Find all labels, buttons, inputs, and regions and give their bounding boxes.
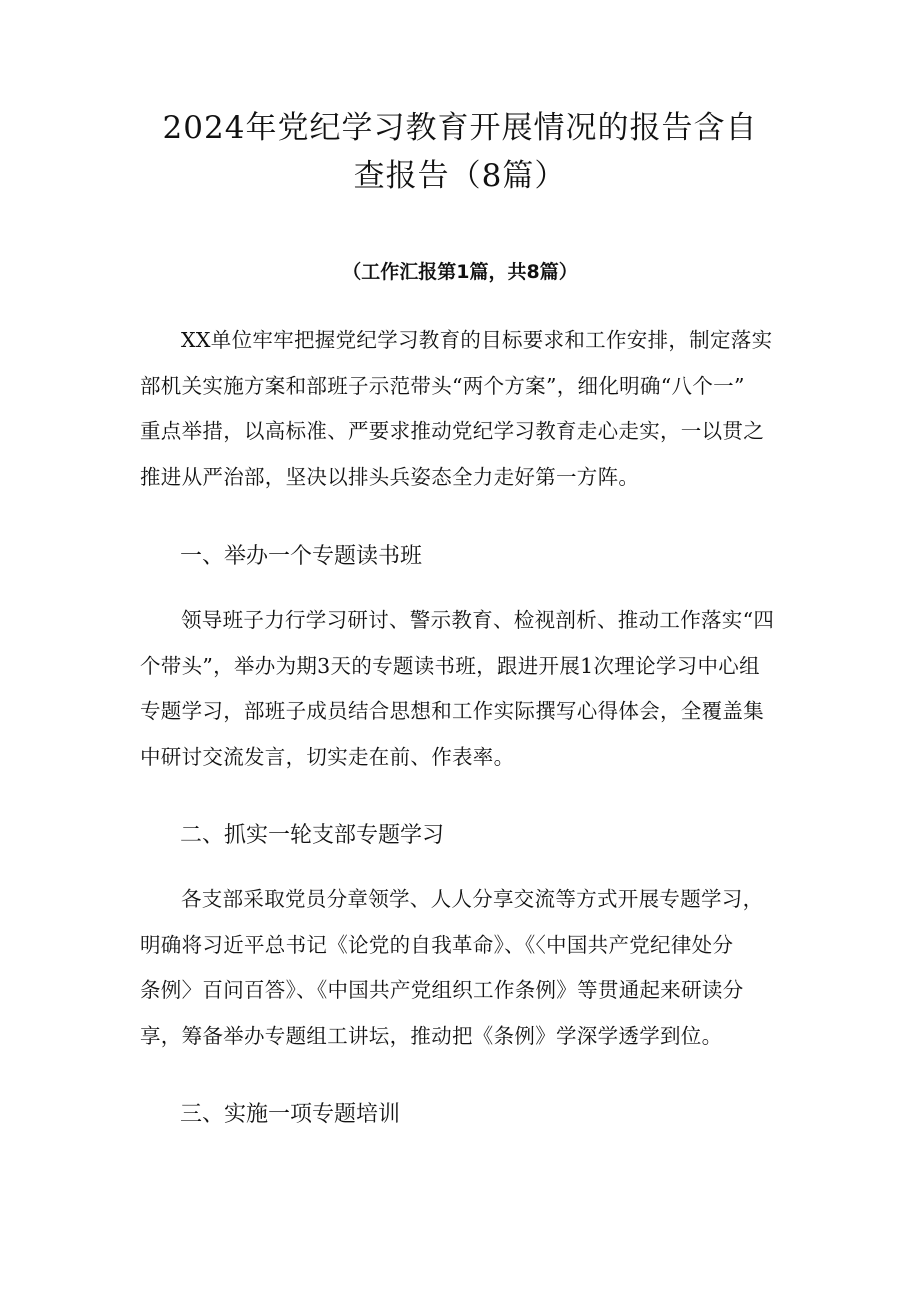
- title-line: 2024年党纪学习教育开展情况的报告含自: [162, 110, 758, 146]
- paragraph-line: 个带头”，举办为期3天的专题读书班，跟进开展1次理论学习中心组: [140, 653, 760, 678]
- section-2-paragraph: [140, 877, 785, 1059]
- paragraph-line: 中研讨交流发言，切实走在前、作表率。: [140, 744, 515, 769]
- paragraph-line: 推进从严治部，坚决以排头兵姿态全力走好第一方阵。: [140, 464, 640, 489]
- title-line: 查报告（8篇）: [353, 158, 567, 194]
- paragraph-line: 重点举措，以高标准、严要求推动党纪学习教育走心走实，一以贯之: [140, 419, 764, 443]
- paragraph-line: 享，筹备举办专题组工讲坛，推动把《条例》学深学透学到位。: [140, 1023, 723, 1048]
- intro-paragraph: [140, 318, 785, 500]
- paragraph-line: 各支部采取党员分章领学、人人分享交流等方式开展专题学习，: [181, 887, 764, 911]
- section-heading-3: 三、实施一项专题培训: [180, 1102, 401, 1127]
- section-heading-2: 二、抓实一轮支部专题学习: [180, 823, 445, 848]
- paragraph-line: 条例〉百问百答》、《中国共产党组织工作条例》等贯通起来研读分: [140, 978, 744, 1002]
- paragraph-line: 专题学习，部班子成员结合思想和工作实际撰写心得体会，全覆盖集: [140, 699, 764, 723]
- section-1-paragraph: [140, 598, 785, 780]
- paragraph-line: 部机关实施方案和部班子示范带头“两个方案”，细化明确“八个一”: [140, 373, 745, 398]
- paragraph-line: XX单位牢牢把握党纪学习教育的目标要求和工作安排，制定落实: [181, 328, 773, 352]
- document-subtitle: （工作汇报第1篇，共8篇）: [342, 261, 578, 283]
- document-title: [120, 104, 800, 200]
- section-heading-1: 一、举办一个专题读书班: [180, 544, 423, 569]
- paragraph-line: 领导班子力行学习研讨、警示教育、检视剖析、推动工作落实“四: [181, 608, 775, 632]
- paragraph-line: 明确将习近平总书记《论党的自我革命》、《〈中国共产党纪律处分: [140, 932, 734, 957]
